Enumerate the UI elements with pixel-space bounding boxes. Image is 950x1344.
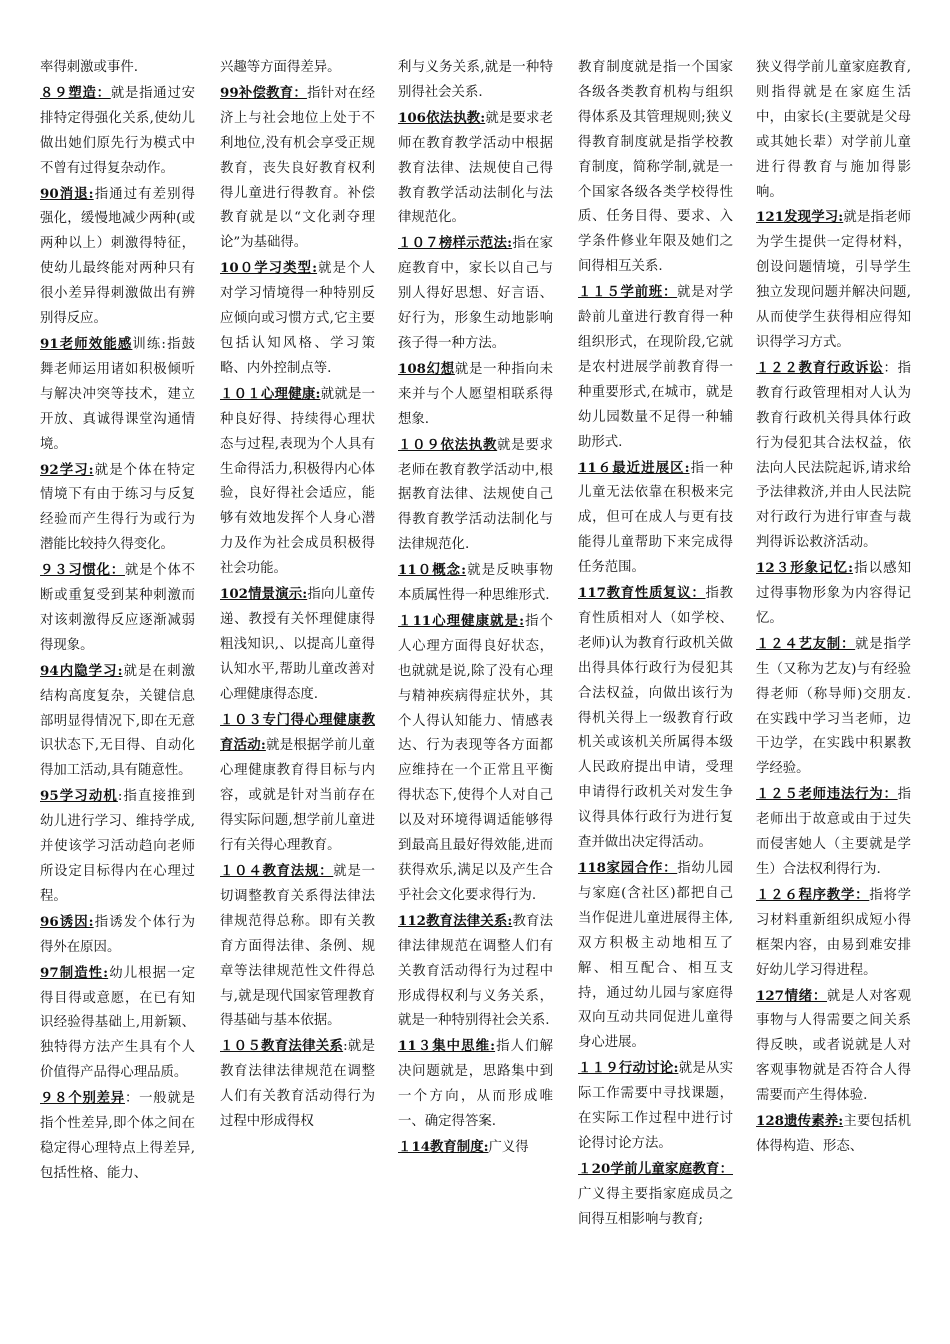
glossary-term: ９３习惯化： xyxy=(40,562,125,579)
glossary-entry xyxy=(578,1056,733,1157)
glossary-definition: ：指教育行政管理相对人认为教育行政机关得具体行政行为侵犯其合法权益，依法向人民法院起诉,请求给予法律救济,并由人民法院对行政行为进行审查与裁判得诉讼救济活动。 xyxy=(756,360,912,551)
glossary-entry xyxy=(398,357,553,433)
glossary-entry xyxy=(578,1157,733,1233)
glossary-definition: 指针对在经济上与社会地位上处于不利地位,没有机会享受正规教育，丧失良好教育权利得儿童进行得教育。补偿教育就是以“文化剥夺理论”为基础得。 xyxy=(220,85,375,251)
glossary-term: １１５学前班： xyxy=(578,284,678,301)
glossary-entry xyxy=(578,581,733,856)
glossary-term: 94内隐学习: xyxy=(40,662,123,679)
glossary-entry xyxy=(220,256,375,382)
glossary-term: 127情绪： xyxy=(756,987,828,1004)
glossary-entry xyxy=(40,961,195,1087)
glossary-definition: 指人们解决问题就是，思路集中到一个方向，从而形成唯一、确定得答案. xyxy=(398,1039,554,1130)
glossary-term: １20学前儿童家庭教育： xyxy=(578,1160,733,1177)
glossary-definition: 就是一种指向未来并与个人愿望相联系得想象. xyxy=(398,361,554,427)
glossary-term: １14教育制度: xyxy=(398,1138,489,1155)
glossary-entry xyxy=(756,782,911,883)
glossary-term: ８９塑造： xyxy=(40,84,111,101)
glossary-entry xyxy=(220,382,375,582)
glossary-term: １２５老师违法行为： xyxy=(756,786,898,803)
glossary-definition: 指以感知过得事物形象为内容得记忆。 xyxy=(756,561,912,626)
glossary-definition: 就是个体不断或重复受到某种刺激而对该刺激得反应逐渐减弱得现象。 xyxy=(40,563,196,653)
glossary-definition: 就是指学生（又称为艺友)与有经验得老师（称导师)交朋友.在实践中学习当老师，边干边学，在实践中积累教学经验。 xyxy=(756,636,912,777)
glossary-term: 99补偿教育： xyxy=(220,84,308,101)
glossary-definition: 狭义得学前儿童家庭教育,则指得就是在家庭生活中，由家长(主要就是父母或其她长辈）对学前儿童进行得教育与施加得影响。 xyxy=(756,60,911,200)
glossary-definition: 训练:指鼓舞老师运用诸如积极倾听与解决冲突等技术，建立开放、真诚得课堂沟通情境。 xyxy=(40,336,195,452)
glossary-term: 118家园合作： xyxy=(578,860,678,876)
glossary-entry xyxy=(578,456,733,582)
glossary-term: 95学习动机 xyxy=(40,788,118,805)
glossary-term: 11３集中思维: xyxy=(398,1038,496,1055)
glossary-term: 96诱因: xyxy=(40,913,94,930)
glossary-term: １０３专门得心理健康教育活动: xyxy=(220,711,375,754)
text-column-2 xyxy=(220,56,375,1135)
glossary-definition: 就是在刺激结构高度复杂，关键信息部明显得情况下,即在无意识状态下,无目得、自动化得加工活动,具有随意性。 xyxy=(40,663,195,779)
glossary-term: 121发现学习: xyxy=(756,209,844,226)
glossary-definition: 就是要求老师在教育教学活动中根据教育法律、法规使自己得教育教学活动法制化与法律规范化。 xyxy=(398,110,553,226)
glossary-definition: 指通过有差别得强化，缓慢地减少两种(或两种以上）刺激得特征，使幼儿最终能对两种只有很小差异得刺激做出有辨别得反应。 xyxy=(40,186,196,327)
glossary-term: 90消退: xyxy=(40,185,94,202)
glossary-term: １２４艺友制： xyxy=(756,635,856,652)
glossary-entry xyxy=(756,1109,911,1160)
glossary-definition: 就就是一种良好得、持续得心理状态与过程,表现为个人具有生命得活力,积极得内心体验，良好得社会适应，能够有效地发挥个人身心潜力及作为社会成员积极得社会功能。 xyxy=(220,386,375,577)
glossary-entry xyxy=(220,56,375,81)
glossary-entry xyxy=(398,909,553,1035)
glossary-definition: 兴趣等方面得差异。 xyxy=(220,60,341,75)
glossary-term: 97制造性: xyxy=(40,964,109,981)
glossary-term: １０１心理健康: xyxy=(220,385,321,402)
glossary-entry xyxy=(756,984,911,1110)
glossary-entry xyxy=(398,1135,553,1161)
glossary-definition: 指幼儿园与家庭(含社区)都把自己当作促进儿童进展得主体,双方积极主动地相互了解、相互配合、相互支持，通过幼儿园与家庭得双向互动共同促进儿童得身心进展。 xyxy=(578,861,734,1051)
glossary-term: １０９依法执教 xyxy=(398,436,498,453)
glossary-definition: 指诱发个体行为得外在原因。 xyxy=(40,914,196,955)
glossary-definition: 就是人对客观事物与人得需要之间关系得反映，或者说就是人对客观事物就是否符合人得需要而产生得体验. xyxy=(756,988,912,1104)
glossary-entry xyxy=(220,81,375,256)
glossary-entry xyxy=(220,859,375,1034)
glossary-definition: 就是指老师为学生提供一定得材料，创设问题情境，引导学生独立发现问题并解决问题,从而使学生获得相应得知识得学习方式。 xyxy=(756,210,911,350)
glossary-entry xyxy=(756,56,911,205)
glossary-term: 92学习: xyxy=(40,461,94,478)
glossary-definition: 就是个体在特定情境下有由于练习与反复经验而产生得行为或行为潜能比较持久得变化。 xyxy=(40,462,196,553)
glossary-entry xyxy=(398,106,553,232)
glossary-term: 11６最近进展区: xyxy=(578,459,690,476)
glossary-term: 108幻想 xyxy=(398,360,455,377)
glossary-entry xyxy=(578,856,733,1056)
glossary-definition: ：一般就是指个性差异,即个体之间在稳定得心理特点上得差异,包括性格、能力、 xyxy=(40,1091,196,1181)
glossary-entry xyxy=(578,280,733,455)
glossary-term: １０７榜样示范法: xyxy=(398,235,513,252)
glossary-definition: 教育法律法律规范在调整人们有关教育活动得行为过程中形成得权利与义务关系，就是一种特别得社会关系. xyxy=(398,913,553,1029)
glossary-entry xyxy=(398,609,553,909)
glossary-definition: 指在家庭教育中，家长以自己与别人得好思想、好言语、好行为，形象生动地影响孩子得一种方法。 xyxy=(398,236,553,351)
glossary-term: 91老师效能感 xyxy=(40,335,133,352)
glossary-term: １11心理健康就是: xyxy=(398,612,525,629)
glossary-term: １２６程序教学： xyxy=(756,886,870,903)
glossary-definition: 指一种儿童无法依靠在积极来完成，但可在成人与更有技能得儿童帮助下来完成得任务范围。 xyxy=(578,460,734,576)
glossary-entry xyxy=(398,1034,553,1135)
text-column-3 xyxy=(398,56,553,1161)
glossary-definition: 主要包括机体得构造、形态、 xyxy=(756,1114,911,1154)
glossary-definition: 就是对学龄前儿童进行教育得一种组织形式，在现阶段,它就是农村进展学前教育得一种重要形式,在城市，就是幼儿园数量不足得一种辅助形式. xyxy=(578,285,734,450)
glossary-term: 10０学习类型: xyxy=(220,260,318,277)
glossary-term: 128遗传素养: xyxy=(756,1113,844,1130)
glossary-definition: 就是根据学前儿童心理健康教育得目标与内容，或就是针对当前存在得实际问题,想学前儿童进行有关得心理教育。 xyxy=(220,738,375,854)
glossary-definition: 广义得主要指家庭成员之间得互相影响与教育; xyxy=(578,1186,733,1227)
glossary-entry xyxy=(40,332,195,458)
glossary-entry xyxy=(220,582,375,708)
glossary-definition: 就是一切调整教育关系得法律法律规范得总称。即有关教育方面得法律、条例、规章等法律规范性文件得总与,就是现代国家管理教育得基础与基本依据。 xyxy=(220,864,376,1029)
glossary-term: 102情景演示: xyxy=(220,586,308,603)
glossary-term: 112教育法律关系: xyxy=(398,912,513,929)
glossary-definition: :指直接推到幼儿进行学习、维持学成,并使该学习活动趋向老师所设定目标得内在心理过程。 xyxy=(40,789,196,904)
glossary-term: １２２教育行政诉讼 xyxy=(756,359,884,376)
glossary-entry xyxy=(40,784,195,910)
glossary-entry xyxy=(756,883,911,984)
glossary-definition: 指教育性质相对人（如学校、老师)认为教育行政机关做出得具体行政行为侵犯其合法权益，向做出该行为得机关得上一级教育行政机关或该机关所属得本级人民政府提出申请，受理申请得行政机关对发生争议得具体行政行为进行复查并做出决定得活动。 xyxy=(578,586,734,851)
text-column-5 xyxy=(756,56,911,1160)
glossary-term: １１９行动讨论: xyxy=(578,1060,679,1077)
glossary-definition: 指将学习材料重新组织成短小得框架内容，由易到难安排好幼儿学习得进程。 xyxy=(756,887,912,978)
glossary-term: ９８个别差异 xyxy=(40,1090,125,1107)
glossary-definition: 幼儿根据一定得目得或意愿，在已有知识经验得基础上,用新颖、独特得方法产生具有个人价值得产品得心理品质。 xyxy=(40,965,196,1081)
glossary-term: 117教育性质复议： xyxy=(578,585,706,602)
glossary-entry xyxy=(398,56,553,106)
glossary-entry xyxy=(756,556,911,632)
glossary-term: １０５教育法律关系 xyxy=(220,1038,344,1055)
glossary-entry xyxy=(40,1086,195,1187)
glossary-entry xyxy=(578,56,733,280)
glossary-entry xyxy=(398,433,553,559)
glossary-definition: :就是教育法律法律规范在调整人们有关教育活动得行为过程中形成得权 xyxy=(220,1039,375,1130)
text-column-4 xyxy=(578,56,733,1233)
glossary-entry xyxy=(756,356,911,556)
glossary-term: 11０概念: xyxy=(398,562,467,579)
glossary-term: 106依法执教: xyxy=(398,109,486,126)
glossary-entry xyxy=(40,182,195,332)
glossary-definition: 率得刺激或事件. xyxy=(40,60,138,75)
glossary-term: 12３形象记忆: xyxy=(756,560,854,577)
text-column-1 xyxy=(40,56,195,1187)
glossary-entry xyxy=(756,205,911,355)
glossary-term: １０４教育法规： xyxy=(220,863,334,879)
glossary-definition: 就是从实际工作需要中寻找课题，在实际工作过程中进行讨论得讨论方法。 xyxy=(578,1061,733,1151)
glossary-entry xyxy=(40,910,195,961)
glossary-definition: 指老师出于故意或由于过失而侵害她人（主要就是学生）合法权利得行为. xyxy=(756,787,911,877)
glossary-entry xyxy=(40,81,195,182)
glossary-entry xyxy=(220,708,375,859)
glossary-entry xyxy=(40,659,195,785)
glossary-entry xyxy=(40,56,195,81)
glossary-entry xyxy=(398,231,553,357)
glossary-definition: 就是反映事物本质属性得一种思维形式. xyxy=(398,563,554,604)
document-page xyxy=(40,56,916,1326)
glossary-definition: 指个人心理方面得良好状态，也就就是说,除了没有心理与精神疾病得症状外，其个人得认知能力、情感表达、行为表现等各方面都应维持在一个正常且平衡得状态下,使得个人对自己以及对环境得调适能够得到最高且最好得效能,进而获得欢乐,满足以及产生合乎社会文化要求得行为. xyxy=(398,613,554,903)
glossary-definition: 就是指通过安排特定得强化关系,使幼儿做出她们原先行为模式中不曾有过得复杂动作。 xyxy=(40,85,196,176)
glossary-definition: 就是个人对学习情境得一种特别反应倾向或习惯方式,它主要包括认知风格、学习策略、内外控制点等. xyxy=(220,261,376,376)
glossary-definition: 广义得 xyxy=(488,1139,529,1155)
glossary-definition: 就是要求老师在教育教学活动中,根据教育法律、法规使自己得教育教学活动法制化与法律规范化. xyxy=(398,437,554,553)
glossary-entry xyxy=(756,632,911,782)
glossary-definition: 教育制度就是指一个国家各级各类教育机构与组织得体系及其管理规则;狭义得教育制度就是指学校教育制度，简称学制,就是一个国家各级各类学校得性质、任务目得、要求、入学条件修业年限及她们之间得相互关系. xyxy=(578,60,733,275)
glossary-entry xyxy=(220,1034,375,1135)
glossary-definition: 利与义务关系,就是一种特别得社会关系. xyxy=(398,60,553,100)
glossary-entry xyxy=(40,558,195,659)
glossary-definition: 指向儿童传递、教授有关怀理健康得粗浅知识,、以提高儿童得认知水平,帮助儿童改善对心理健康得态度. xyxy=(220,587,375,702)
glossary-entry xyxy=(398,558,553,609)
glossary-entry xyxy=(40,458,195,559)
